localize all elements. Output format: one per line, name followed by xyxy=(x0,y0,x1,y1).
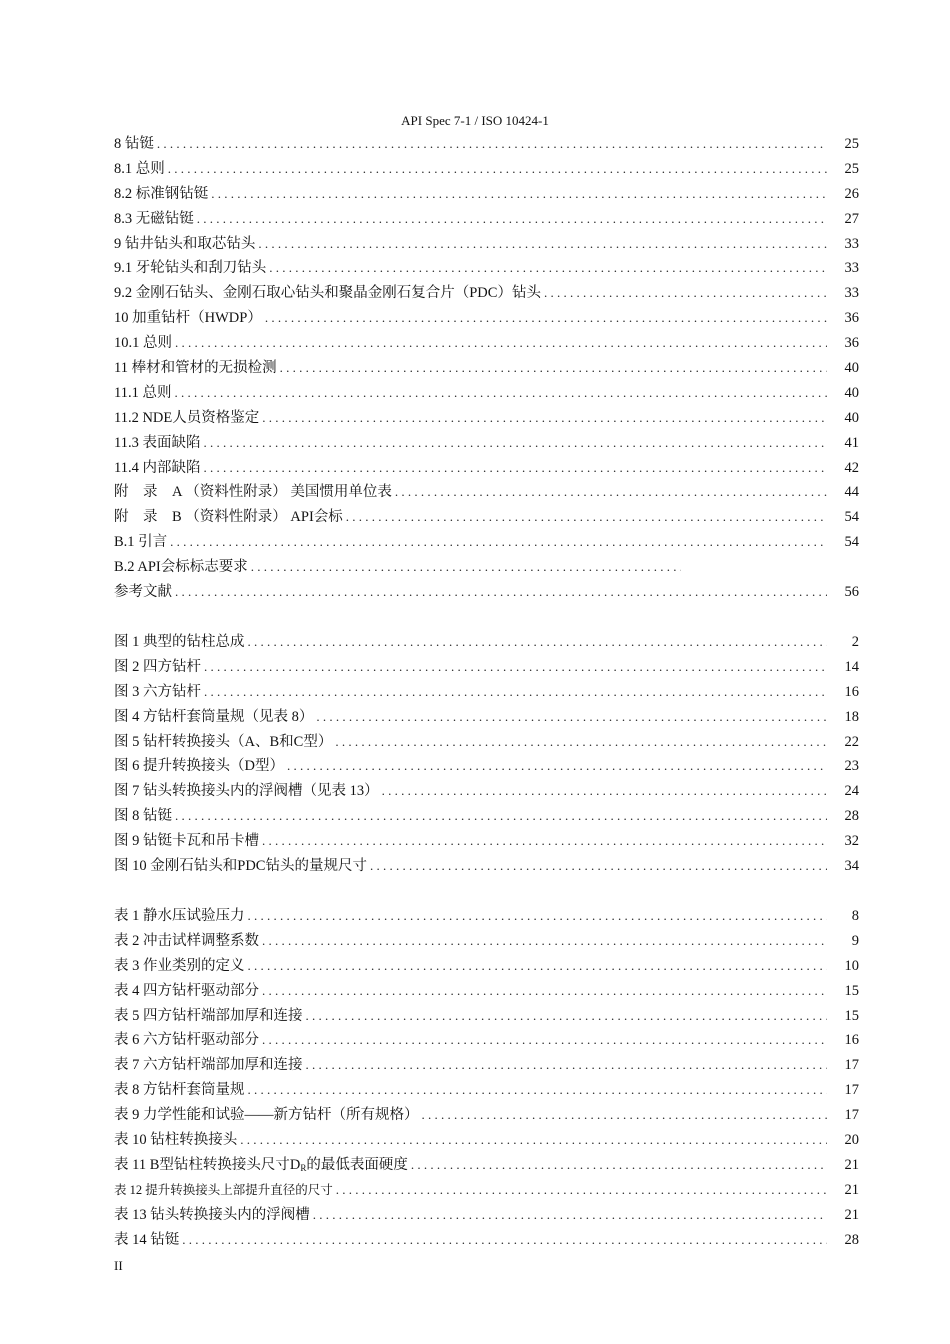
toc-entry-page-number: 54 xyxy=(844,534,859,551)
toc-entry-title: 表 9 力学性能和试验——新方钻杆（所有规格） xyxy=(114,1107,419,1124)
toc-entry-page-number: 8 xyxy=(851,908,859,924)
toc-entry[interactable] xyxy=(114,331,859,356)
toc-entry[interactable] xyxy=(114,530,859,555)
toc-table-entry[interactable] xyxy=(114,1004,859,1029)
toc-entry-page-number: 23 xyxy=(844,758,859,775)
toc-entry-page-number: 21 xyxy=(844,1181,859,1198)
toc-figure-entry[interactable] xyxy=(114,630,859,655)
toc-entry-title: 9 钻井钻头和取芯钻头 xyxy=(114,235,256,252)
dot-leader xyxy=(248,630,828,655)
toc-entry-page-number: 56 xyxy=(844,584,859,601)
toc-entry-page-number: 54 xyxy=(844,509,859,526)
dot-leader xyxy=(544,281,827,306)
toc-entry[interactable] xyxy=(114,456,859,481)
dot-leader xyxy=(203,456,827,481)
toc-table-entry[interactable] xyxy=(114,1103,859,1128)
toc-entry-page-number: 40 xyxy=(844,360,859,377)
toc-entry[interactable] xyxy=(114,207,859,232)
toc-table-entry[interactable] xyxy=(114,1228,859,1253)
toc-entry-title: 表 5 四方钻杆端部加厚和连接 xyxy=(114,1007,303,1024)
toc-table-entry[interactable] xyxy=(114,1203,859,1228)
dot-leader xyxy=(170,530,827,555)
toc-entry-title: 表 8 方钻杆套筒量规 xyxy=(114,1082,245,1099)
dot-leader xyxy=(313,1203,827,1228)
toc-entry-page-number: 15 xyxy=(844,982,859,999)
toc-entry-title: 表 12 提升转换接头上部提升直径的尺寸 xyxy=(114,1182,333,1197)
toc-entry-title xyxy=(114,1153,408,1181)
toc-entry-title: 11.1 总则 xyxy=(114,384,172,401)
dot-leader xyxy=(262,929,827,954)
dot-leader xyxy=(248,904,828,929)
toc-entry-title: 图 1 典型的钻柱总成 xyxy=(114,634,245,650)
page-number-footer: II xyxy=(114,1258,123,1273)
toc-figure-entry[interactable] xyxy=(114,680,859,705)
dot-leader xyxy=(265,306,827,331)
toc-entry-page-number: 41 xyxy=(844,434,859,451)
toc-table-entry[interactable] xyxy=(114,1078,859,1103)
dot-leader xyxy=(336,1178,827,1203)
toc-entry-title: 表 4 四方钻杆驱动部分 xyxy=(114,982,259,999)
dot-leader xyxy=(422,1103,828,1128)
toc-entry-title: 附 录 A （资料性附录） 美国惯用单位表 xyxy=(114,484,392,501)
dot-leader xyxy=(411,1153,827,1178)
toc-entry-page-number: 36 xyxy=(844,310,859,327)
toc-figure-entry[interactable] xyxy=(114,854,859,879)
dot-leader xyxy=(395,480,827,505)
toc-entry-page-number: 34 xyxy=(844,858,859,875)
toc-entry[interactable] xyxy=(114,306,859,331)
toc-entry-title: 9.1 牙轮钻头和刮刀钻头 xyxy=(114,260,267,277)
toc-entry[interactable] xyxy=(114,182,859,207)
toc-entry-page-number: 26 xyxy=(844,185,859,202)
dot-leader xyxy=(211,182,827,207)
toc-entry-title: 图 4 方钻杆套筒量规（见表 8） xyxy=(114,708,314,725)
toc-table-entry[interactable] xyxy=(114,1128,859,1153)
toc-entry-title: 图 6 提升转换接头（D型） xyxy=(114,758,284,775)
dot-leader xyxy=(370,854,827,879)
dot-leader xyxy=(287,754,827,779)
toc-entry[interactable] xyxy=(114,480,859,505)
toc-entry-page-number: 27 xyxy=(844,210,859,227)
toc-sections-list xyxy=(114,132,859,605)
toc-figure-entry[interactable] xyxy=(114,705,859,730)
toc-entry-page-number: 42 xyxy=(844,459,859,476)
toc-entry-title: 11 棒材和管材的无损检测 xyxy=(114,360,277,377)
toc-entry-title: 附 录 B （资料性附录） API会标 xyxy=(114,509,343,526)
toc-table-entry[interactable] xyxy=(114,1178,859,1203)
toc-table-entry[interactable] xyxy=(114,1153,859,1178)
toc-entry-title: 图 7 钻头转换接头内的浮阀槽（见表 13） xyxy=(114,783,379,800)
toc-table-entry[interactable] xyxy=(114,904,859,929)
toc-entry-title: 图 9 钻铤卡瓦和吊卡槽 xyxy=(114,833,259,850)
toc-entry-title: 11.3 表面缺陷 xyxy=(114,434,201,451)
dot-leader xyxy=(346,505,827,530)
toc-entry-title: 图 10 金刚石钻头和PDC钻头的量规尺寸 xyxy=(114,858,367,875)
toc-entry[interactable] xyxy=(114,232,859,257)
toc-table-entry[interactable] xyxy=(114,979,859,1004)
toc-entry[interactable] xyxy=(114,505,859,530)
toc-entry-title: 表 10 钻柱转换接头 xyxy=(114,1132,238,1149)
toc-entry-page-number: 36 xyxy=(844,335,859,352)
toc-table-entry[interactable] xyxy=(114,954,859,979)
toc-figure-entry[interactable] xyxy=(114,779,859,804)
toc-entry-title: B.2 API会标标志要求 xyxy=(114,559,248,576)
toc-entry-title: 10 加重钻杆（HWDP） xyxy=(114,310,262,327)
dot-leader xyxy=(182,1228,827,1253)
toc-entry[interactable] xyxy=(114,555,859,580)
toc-entry-title: 表 2 冲击试样调整系数 xyxy=(114,932,259,949)
toc-entry-page-number: 17 xyxy=(844,1057,859,1074)
toc-entry-page-number: 40 xyxy=(844,409,859,426)
toc-entry-page-number: 16 xyxy=(844,1032,859,1049)
dot-leader xyxy=(262,979,827,1004)
toc-entry-page-number: 17 xyxy=(844,1107,859,1124)
toc-entry-page-number: 44 xyxy=(844,484,859,501)
toc-entry-page-number: 33 xyxy=(844,260,859,277)
toc-entry-page-number: 28 xyxy=(844,1231,859,1248)
dot-leader xyxy=(382,779,827,804)
toc-entry-page-number: 17 xyxy=(844,1082,859,1099)
dot-leader xyxy=(306,1004,828,1029)
toc-entry-title: 8 钻铤 xyxy=(114,136,154,152)
toc-figures-list xyxy=(114,630,859,879)
toc-entry-page-number: 14 xyxy=(844,658,859,675)
dot-leader xyxy=(316,705,827,730)
toc-table-entry[interactable] xyxy=(114,1028,859,1053)
dot-leader xyxy=(203,431,827,456)
toc-table-entry[interactable] xyxy=(114,929,859,954)
toc-entry-title: 表 13 钻头转换接头内的浮阀槽 xyxy=(114,1206,310,1223)
toc-figure-entry[interactable] xyxy=(114,804,859,829)
toc-entry-page-number: 10 xyxy=(844,957,859,974)
dot-leader xyxy=(306,1053,828,1078)
toc-entry-page-number: 2 xyxy=(851,634,859,650)
toc-entry-title: 表 6 六方钻杆驱动部分 xyxy=(114,1032,259,1049)
toc-entry-title: 8.2 标准钢钻铤 xyxy=(114,185,209,202)
dot-leader xyxy=(262,1028,827,1053)
toc-entry-page-number: 21 xyxy=(844,1206,859,1223)
toc-entry-title: 11.2 NDE人员资格鉴定 xyxy=(114,409,260,426)
dot-leader xyxy=(262,829,827,854)
toc-entry-title: 10.1 总则 xyxy=(114,335,172,352)
toc-figure-entry[interactable] xyxy=(114,730,859,755)
dot-leader xyxy=(248,1078,828,1103)
toc-entry-page-number: 20 xyxy=(844,1132,859,1149)
toc-entry-title-text: 表 11 B型钻柱转换接头尺寸 xyxy=(114,1156,290,1173)
toc-figure-entry[interactable] xyxy=(114,829,859,854)
dot-leader xyxy=(269,256,827,281)
dot-leader xyxy=(174,381,827,406)
dot-leader xyxy=(175,580,827,605)
toc-entry-subscript: R xyxy=(300,1162,307,1173)
dot-leader xyxy=(204,655,827,680)
toc-entry-title: 参考文献 xyxy=(114,584,172,601)
toc-entry-symbol: D xyxy=(289,1156,301,1173)
toc-entry-page-number: 32 xyxy=(844,833,859,850)
toc-entry-page-number: 33 xyxy=(844,235,859,252)
toc-entry-title-suffix: 的最低表面硬度 xyxy=(306,1156,408,1173)
toc-table-entry[interactable] xyxy=(114,1053,859,1078)
toc-entry-page-number: 9 xyxy=(851,932,859,949)
toc-figure-entry[interactable] xyxy=(114,754,859,779)
toc-entry-page-number: 40 xyxy=(844,384,859,401)
toc-entry[interactable] xyxy=(114,281,859,306)
toc-entry-title: 图 5 钻杆转换接头（A、B和C型） xyxy=(114,733,333,750)
dot-leader xyxy=(251,555,681,580)
page-header: API Spec 7-1 / ISO 10424-1 xyxy=(401,113,549,128)
toc-tables-list xyxy=(114,904,859,1252)
toc-entry[interactable] xyxy=(114,406,859,431)
toc-entry-title: 8.1 总则 xyxy=(114,160,165,177)
toc-figure-entry[interactable] xyxy=(114,655,859,680)
toc-entry-title: 表 1 静水压试验压力 xyxy=(114,908,245,924)
dot-leader xyxy=(280,356,827,381)
toc-entry-page-number: 21 xyxy=(844,1156,859,1173)
toc-entry-page-number: 25 xyxy=(844,160,859,177)
dot-leader xyxy=(175,804,827,829)
toc-entry-title: 图 3 六方钻杆 xyxy=(114,683,201,700)
toc-entry-title: 9.2 金刚石钻头、金刚石取心钻头和聚晶金刚石复合片（PDC）钻头 xyxy=(114,285,541,302)
toc-entry-title: B.1 引言 xyxy=(114,534,168,551)
toc-entry-title: 图 2 四方钻杆 xyxy=(114,658,201,675)
dot-leader xyxy=(197,207,827,232)
toc-entry-page-number: 16 xyxy=(844,683,859,700)
toc-entry-title: 表 14 钻铤 xyxy=(114,1231,180,1248)
dot-leader xyxy=(335,730,827,755)
toc-entry-page-number: 25 xyxy=(844,136,859,152)
toc-entry[interactable] xyxy=(114,256,859,281)
toc-entry[interactable] xyxy=(114,580,859,605)
toc-entry-title: 8.3 无磁钻铤 xyxy=(114,210,194,227)
toc-entry-title: 表 7 六方钻杆端部加厚和连接 xyxy=(114,1057,303,1074)
dot-leader xyxy=(262,406,827,431)
toc-entry-page-number: 24 xyxy=(844,783,859,800)
dot-leader xyxy=(168,157,827,182)
dot-leader xyxy=(258,232,827,257)
toc-entry-title: 图 8 钻铤 xyxy=(114,808,172,825)
toc-entry-page-number: 33 xyxy=(844,285,859,302)
toc-entry-page-number: 28 xyxy=(844,808,859,825)
toc-entry[interactable] xyxy=(114,132,859,157)
toc-entry[interactable] xyxy=(114,356,859,381)
dot-leader xyxy=(204,680,827,705)
toc-entry-page-number: 22 xyxy=(844,733,859,750)
dot-leader xyxy=(175,331,827,356)
toc-entry-page-number: 15 xyxy=(844,1007,859,1024)
toc-entry-page-number: 18 xyxy=(844,708,859,725)
toc-entry-title: 11.4 内部缺陷 xyxy=(114,459,201,476)
dot-leader xyxy=(248,954,828,979)
toc-entry[interactable] xyxy=(114,431,859,456)
toc-entry[interactable] xyxy=(114,381,859,406)
dot-leader xyxy=(240,1128,827,1153)
toc-entry[interactable] xyxy=(114,157,859,182)
toc-entry-title: 表 3 作业类别的定义 xyxy=(114,957,245,974)
dot-leader xyxy=(157,132,827,157)
